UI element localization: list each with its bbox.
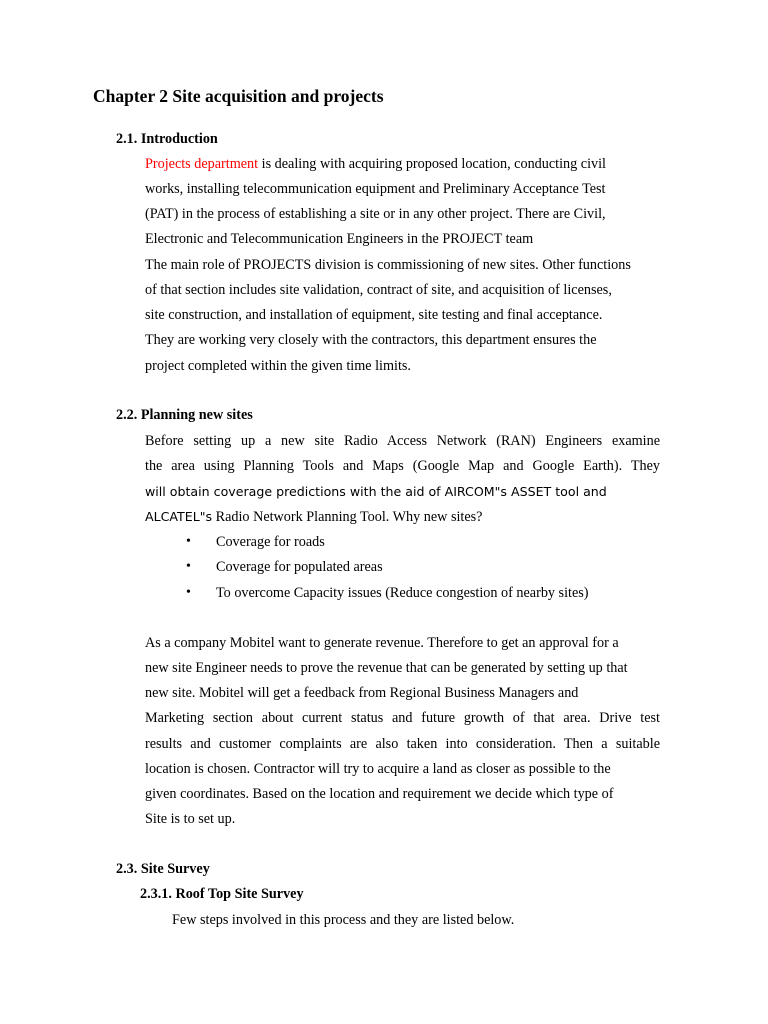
intro-line-4: Electronic and Telecommunication Engineers in the PROJECT team xyxy=(145,231,534,247)
projects-department-highlight: Projects department xyxy=(145,156,259,172)
planning-para2-line-4: Marketing section about current status and future growth of that area. Drive test xyxy=(145,710,660,726)
bullet-item: To overcome Capacity issues (Reduce congestion of nearby sites) xyxy=(216,585,589,601)
planning-para2-line-6: location is chosen. Contractor will try to acquire a land as closer as possible to the xyxy=(145,761,611,777)
intro-line-6: of that section includes site validation, contract of site, and acquisition of licenses, xyxy=(145,282,612,298)
planning-line-1: Before setting up a new site Radio Access Network (RAN) Engineers examine xyxy=(145,433,660,449)
planning-para2-line-5: results and customer complaints are also taken into consideration. Then a suitable xyxy=(145,736,660,752)
planning-para2-line-1: As a company Mobitel want to generate revenue. Therefore to get an approval for a xyxy=(145,635,619,651)
intro-line-1 xyxy=(145,155,606,173)
subsection-heading-roof-top: 2.3.1. Roof Top Site Survey xyxy=(140,886,304,902)
chapter-title: Chapter 2 Site acquisition and projects xyxy=(93,86,384,106)
intro-line-9: project completed within the given time limits. xyxy=(145,358,411,374)
intro-line-7: site construction, and installation of equipment, site testing and final acceptance. xyxy=(145,307,603,323)
planning-para2-line-3: new site. Mobitel will get a feedback from Regional Business Managers and xyxy=(145,685,579,701)
planning-line-4-rest: Radio Network Planning Tool. Why new sites? xyxy=(212,509,483,525)
bullet-marker: • xyxy=(186,534,191,549)
bullet-marker: • xyxy=(186,559,191,574)
section-heading-planning: 2.2. Planning new sites xyxy=(116,407,253,423)
intro-line-5: The main role of PROJECTS division is commissioning of new sites. Other functions xyxy=(145,257,631,273)
alcatel-text: ALCATEL"s xyxy=(145,509,213,524)
survey-line-1: Few steps involved in this process and they are listed below. xyxy=(172,912,515,928)
intro-line-1-rest: is dealing with acquiring proposed location, conducting civil xyxy=(258,156,606,172)
planning-line-3: will obtain coverage predictions with the aid of AIRCOM"s ASSET tool and xyxy=(145,484,607,499)
planning-para2-line-8: Site is to set up. xyxy=(145,811,236,827)
section-heading-site-survey: 2.3. Site Survey xyxy=(116,861,210,877)
section-heading-introduction: 2.1. Introduction xyxy=(116,131,218,147)
intro-line-2: works, installing telecommunication equipment and Preliminary Acceptance Test xyxy=(145,181,606,197)
bullet-item: Coverage for populated areas xyxy=(216,559,383,575)
bullet-marker: • xyxy=(186,585,191,600)
planning-para2-line-2: new site Engineer needs to prove the revenue that can be generated by setting up that xyxy=(145,660,628,676)
bullet-item: Coverage for roads xyxy=(216,534,325,550)
intro-line-8: They are working very closely with the contractors, this department ensures the xyxy=(145,332,597,348)
intro-line-3: (PAT) in the process of establishing a site or in any other project. There are Civil, xyxy=(145,206,606,222)
planning-line-2: the area using Planning Tools and Maps (Google Map and Google Earth). They xyxy=(145,458,660,474)
planning-para2-line-7: given coordinates. Based on the location and requirement we decide which type of xyxy=(145,786,614,802)
planning-line-4 xyxy=(145,508,482,526)
